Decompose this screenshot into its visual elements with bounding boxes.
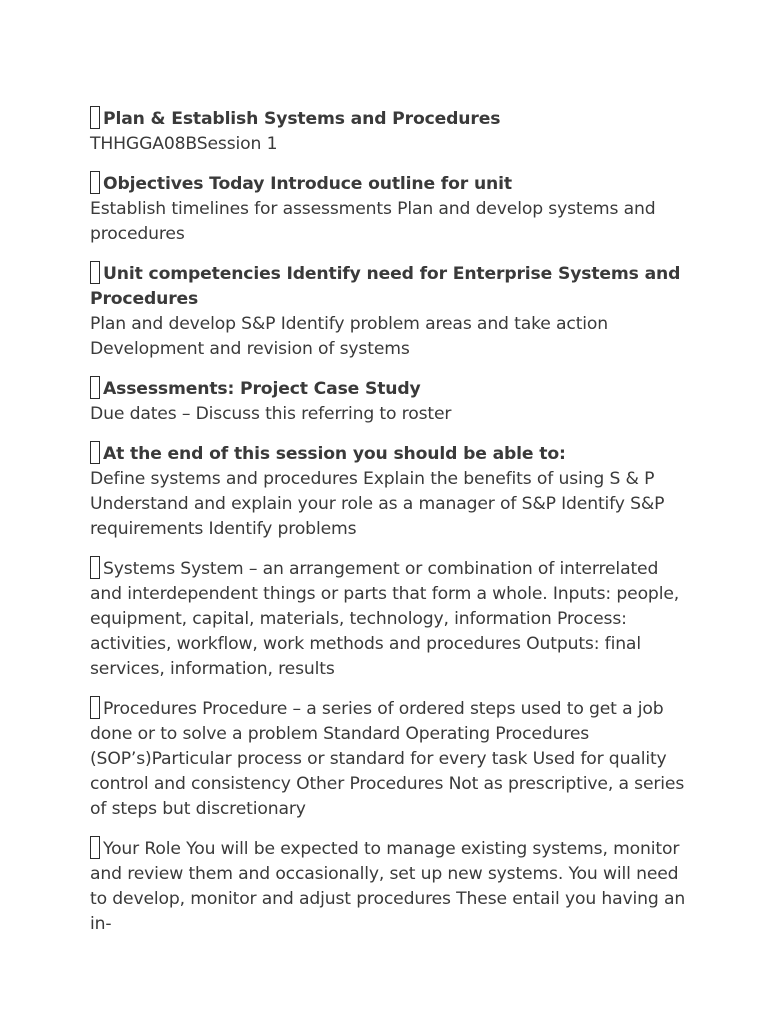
missing-glyph-icon <box>90 376 100 399</box>
section-text: Systems System – an arrangement or combination of interrelated and interdependent things or parts that form a whole. Inputs: people, equipment, capital, materials, technology, information Process: activities, workflow, work methods and procedures Outputs: final services, information, results <box>90 559 680 679</box>
section-heading: Unit competencies Identify need for Enterprise Systems and Procedures <box>90 264 681 309</box>
missing-glyph-icon <box>90 441 100 464</box>
section-session-outcomes <box>90 441 690 542</box>
section-body: THHGGA08BSession 1 <box>90 134 278 154</box>
missing-glyph-icon <box>90 556 100 579</box>
section-your-role <box>90 836 690 937</box>
section-text: Your Role You will be expected to manage existing systems, monitor and review them and occasionally, set up new systems. You will need to develop, monitor and adjust procedures These entail you having an in- <box>90 839 686 934</box>
section-text: Procedures Procedure – a series of ordered steps used to get a job done or to solve a problem Standard Operating Procedures (SOP’s)Particular process or standard for every task Used for quality control and consistency Other Procedures Not as prescriptive, a series of steps but discretionary <box>90 699 685 819</box>
missing-glyph-icon <box>90 261 100 284</box>
section-body: Define systems and procedures Explain the benefits of using S & P Understand and explain your role as a manager of S&P Identify S&P requirements Identify problems <box>90 469 665 539</box>
missing-glyph-icon <box>90 696 100 719</box>
section-body: Establish timelines for assessments Plan and develop systems and procedures <box>90 199 656 244</box>
section-unit-competencies <box>90 261 690 362</box>
section-heading: At the end of this session you should be able to: <box>103 444 566 464</box>
section-heading: Objectives Today Introduce outline for unit <box>103 174 512 194</box>
document-page <box>90 106 690 951</box>
section-assessments <box>90 376 690 427</box>
section-body: Plan and develop S&P Identify problem areas and take action Development and revision of systems <box>90 314 609 359</box>
section-procedures <box>90 696 690 822</box>
section-systems <box>90 556 690 682</box>
section-heading: Plan & Establish Systems and Procedures <box>103 109 501 129</box>
section-objectives <box>90 171 690 247</box>
section-title-plan <box>90 106 690 157</box>
missing-glyph-icon <box>90 171 100 194</box>
missing-glyph-icon <box>90 106 100 129</box>
section-body: Due dates – Discuss this referring to roster <box>90 404 452 424</box>
missing-glyph-icon <box>90 836 100 859</box>
section-heading: Assessments: Project Case Study <box>103 379 421 399</box>
